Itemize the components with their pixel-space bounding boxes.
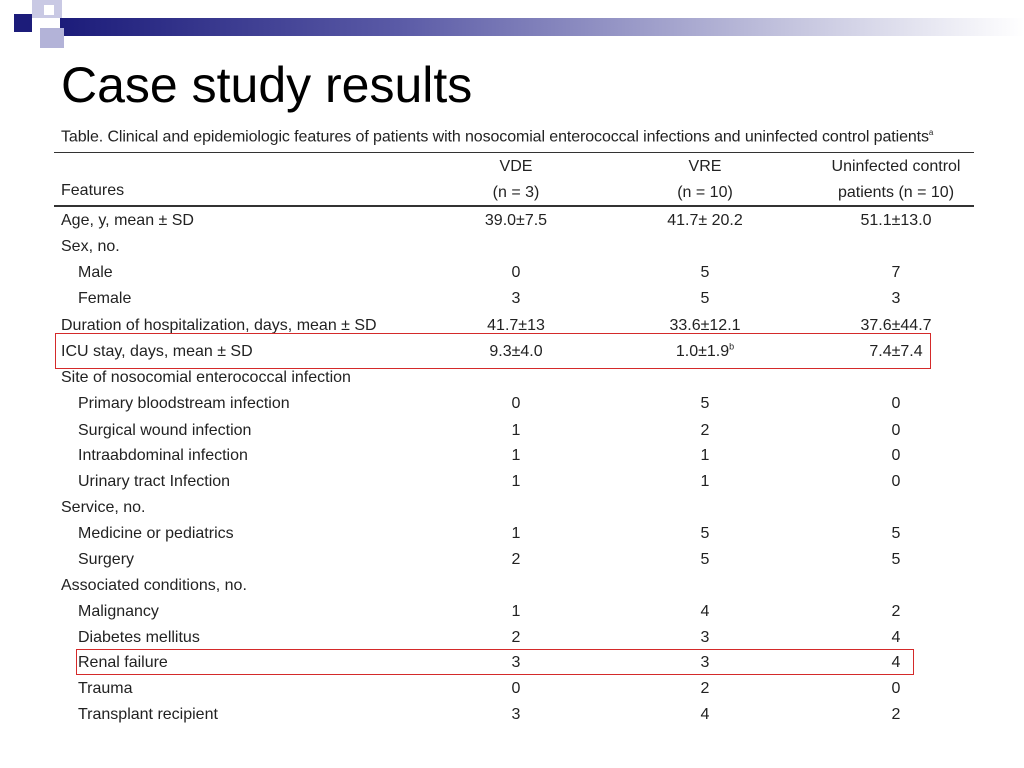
- cell-vde: 41.7±13: [487, 317, 545, 334]
- row-label: Urinary tract Infection: [78, 473, 231, 490]
- cell-vde: 0: [511, 395, 521, 412]
- header-control-name: Uninfected control: [831, 158, 961, 175]
- table-row: [54, 286, 974, 312]
- deco-square-light: [40, 28, 64, 48]
- cell-vde: 3: [511, 706, 521, 723]
- section-label: Service, no.: [61, 499, 146, 516]
- cell-vre: 4: [700, 603, 710, 620]
- table-top-rule: [54, 152, 974, 153]
- table-header-rule: [54, 205, 974, 207]
- cell-vre-value: 1.0±1.9: [675, 343, 730, 360]
- cell-vde: 3: [511, 654, 521, 671]
- row-label: Malignancy: [78, 603, 159, 620]
- header-vre-n: (n = 10): [677, 184, 733, 201]
- cell-vde: 1: [511, 603, 521, 620]
- cell-vre: 1: [700, 473, 710, 490]
- cell-control: 0: [891, 680, 901, 697]
- cell-control: 7.4±7.4: [869, 343, 923, 360]
- header-control-n: patients (n = 10): [837, 184, 955, 201]
- cell-control: 37.6±44.7: [860, 317, 932, 334]
- cell-vde: 3: [511, 290, 521, 307]
- cell-control: 7: [891, 264, 901, 281]
- table-row: [54, 418, 974, 444]
- cell-vde: 1: [511, 473, 521, 490]
- row-label: Renal failure: [78, 654, 168, 671]
- row-label: Trauma: [78, 680, 133, 697]
- cell-vre: 3: [700, 654, 710, 671]
- table-row: [54, 702, 974, 728]
- table-row: [54, 469, 974, 495]
- table-row: [54, 676, 974, 702]
- cell-vre: 5: [700, 290, 710, 307]
- cell-vre: 5: [700, 525, 710, 542]
- gradient-bar: [60, 18, 1024, 36]
- section-label: Sex, no.: [61, 238, 120, 255]
- cell-control: 0: [891, 473, 901, 490]
- row-label: Surgery: [78, 551, 135, 568]
- row-label: ICU stay, days, mean ± SD: [61, 343, 253, 360]
- cell-vre: 41.7± 20.2: [667, 212, 743, 229]
- header-vre-name: VRE: [688, 158, 722, 175]
- deco-square-dark: [14, 14, 32, 32]
- cell-control: 5: [891, 551, 901, 568]
- table-row: [54, 625, 974, 651]
- row-label: Surgical wound infection: [78, 422, 252, 439]
- table-row: [54, 443, 974, 469]
- cell-control: 0: [891, 395, 901, 412]
- cell-vre: 4: [700, 706, 710, 723]
- highlight-box-renal-failure: [76, 649, 914, 675]
- cell-vde: 1: [511, 525, 521, 542]
- row-label: Age, y, mean ± SD: [61, 212, 194, 229]
- cell-vde: 39.0±7.5: [484, 212, 548, 229]
- cell-vre: 5: [700, 551, 710, 568]
- table-row: [54, 208, 974, 234]
- table-row-section: [54, 573, 974, 599]
- table-row: [54, 547, 974, 573]
- row-label: Intraabdominal infection: [78, 447, 248, 464]
- section-label: Site of nosocomial enterococcal infection: [61, 369, 351, 386]
- row-label: Duration of hospitalization, days, mean ± SD: [61, 317, 377, 334]
- cell-control: 0: [891, 422, 901, 439]
- table-row: [54, 391, 974, 417]
- cell-vde: 0: [511, 680, 521, 697]
- table-caption: [61, 128, 1021, 146]
- cell-vre: 5: [700, 395, 710, 412]
- cell-vre: 5: [700, 264, 710, 281]
- header-decoration: [0, 0, 1024, 50]
- table-row: [54, 260, 974, 286]
- header-vde-n: (n = 3): [492, 184, 540, 201]
- cell-vde: 0: [511, 264, 521, 281]
- section-label: Associated conditions, no.: [61, 577, 247, 594]
- cell-vre: 1: [700, 447, 710, 464]
- deco-square-white: [44, 5, 54, 15]
- cell-control: 51.1±13.0: [860, 212, 932, 229]
- cell-control: 3: [891, 290, 901, 307]
- header-features: Features: [61, 182, 125, 199]
- table-row: [54, 599, 974, 625]
- cell-vde: 1: [511, 422, 521, 439]
- cell-control: 4: [891, 654, 901, 671]
- cell-vde: 9.3±4.0: [489, 343, 543, 360]
- slide-title: Case study results: [61, 57, 473, 113]
- caption-footnote: a: [928, 128, 934, 137]
- cell-vde: 2: [511, 551, 521, 568]
- highlight-box-icu-stay: [55, 333, 931, 369]
- row-label: Transplant recipient: [78, 706, 218, 723]
- row-label: Medicine or pediatrics: [78, 525, 234, 542]
- cell-control: 4: [891, 629, 901, 646]
- cell-vre: 2: [700, 422, 710, 439]
- row-label: Male: [78, 264, 113, 281]
- cell-control: 2: [891, 603, 901, 620]
- cell-vde: 1: [511, 447, 521, 464]
- cell-vre: 3: [700, 629, 710, 646]
- cell-vre: 2: [700, 680, 710, 697]
- cell-control: 2: [891, 706, 901, 723]
- row-label: Female: [78, 290, 132, 307]
- cell-vre: 33.6±12.1: [669, 317, 741, 334]
- cell-control: 0: [891, 447, 901, 464]
- row-label: Primary bloodstream infection: [78, 395, 290, 412]
- header-vde-name: VDE: [499, 158, 533, 175]
- row-label: Diabetes mellitus: [78, 629, 200, 646]
- cell-vde: 2: [511, 629, 521, 646]
- cell-control: 5: [891, 525, 901, 542]
- caption-text: Table. Clinical and epidemiologic features of patients with nosocomial enterococcal infections and uninfected control patients: [61, 128, 929, 146]
- table-row-section: [54, 495, 974, 521]
- table-row: [54, 521, 974, 547]
- table-row-section: [54, 234, 974, 260]
- footnote-marker: b: [729, 341, 735, 352]
